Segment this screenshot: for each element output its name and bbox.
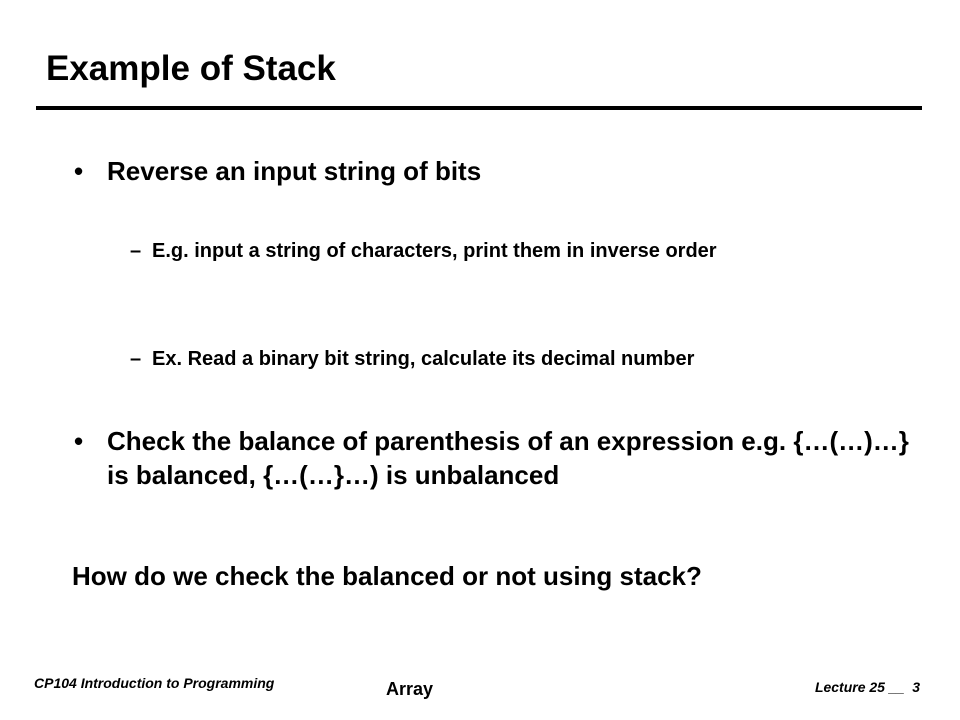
slide-question: How do we check the balanced or not using stack? [72,561,702,591]
footer-lecture-page: Lecture 25 __ 3 [814,679,920,695]
bullet-balance-parenthesis: Check the balance of parenthesis of an expression e.g. {…(…)…} is balanced, {…(…}…) is unbalanced [107,426,909,490]
dash-marker: – [130,240,142,262]
subitem-binary-to-decimal: Ex. Read a binary bit string, calculate its decimal number [152,348,695,370]
slide-title: Example of Stack [46,49,336,88]
subitem-reverse-characters: E.g. input a string of characters, print them in inverse order [152,240,717,262]
footer-topic: Array [386,679,434,699]
dash-marker: – [130,348,142,370]
footer-course: CP104 Introduction to Programming [34,675,275,691]
bullet-reverse-string: Reverse an input string of bits [107,156,482,186]
title-divider [36,106,922,110]
bullet-marker: • [74,156,84,186]
bullet-marker: • [74,426,84,456]
